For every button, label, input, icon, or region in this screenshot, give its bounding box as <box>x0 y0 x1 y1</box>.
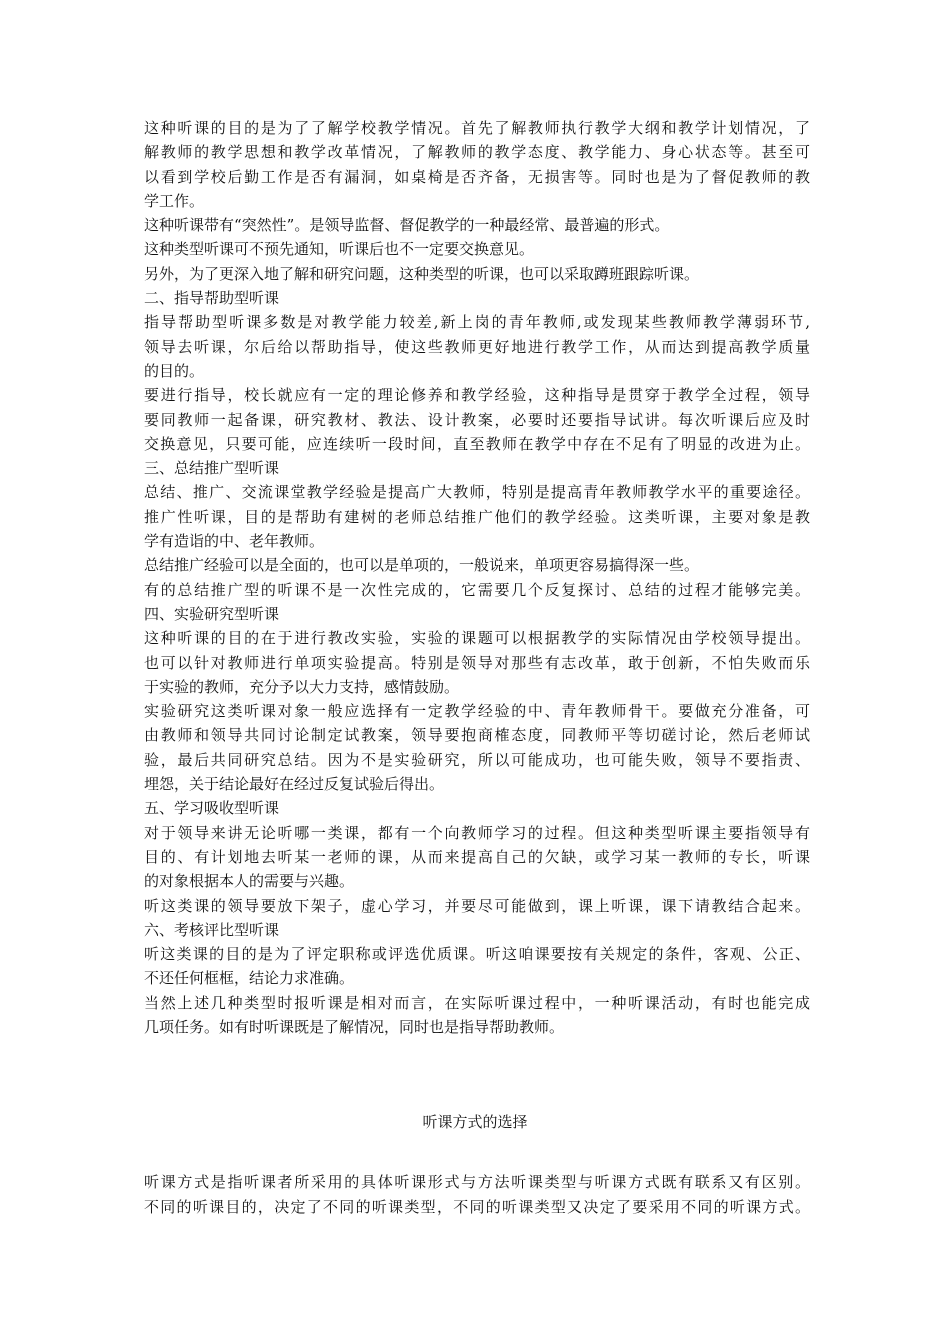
text-line: 这种听课的目的是为了了解学校教学情况。首先了解教师执行教学大纲和教学计划情况，了 <box>144 119 810 137</box>
text-line: 听这类课的领导要放下架子，虚心学习，并要尽可能做到，课上听课，课下请教结合起来。 <box>144 896 810 915</box>
text-line: 另外，为了更深入地了解和研究问题，这种类型的听课，也可以采取蹲班跟踪听课。 <box>144 264 700 283</box>
text-line: 以看到学校后勤工作是否有漏洞，如桌椅是否齐备，无损害等。同时也是为了督促教师的教 <box>144 167 810 186</box>
text-line: 总结推广经验可以是全面的，也可以是单项的，一般说来，单项更容易搞得深一些。 <box>144 556 700 575</box>
text-line: 这种类型听课可不预先通知，听课后也不一定要交换意见。 <box>144 240 535 259</box>
text-line: 这种听课的目的在于进行教改实验，实验的课题可以根据教学的实际情况由学校领导提出。 <box>144 629 810 648</box>
text-line: 学工作。 <box>144 191 205 210</box>
text-line: 六、考核评比型听课 <box>144 920 280 939</box>
text-line: 有的总结推广型的听课不是一次性完成的，它需要几个反复探讨、总结的过程才能够完美。 <box>144 580 810 599</box>
text-line: 听这类课的目的是为了评定职称或评选优质课。听这咱课要按有关规定的条件，客观、公正、 <box>144 945 810 964</box>
text-line: 四、实验研究型听课 <box>144 604 280 623</box>
text-line: 对于领导来讲无论听哪一类课，都有一个向教师学习的过程。但这种类型听课主要指领导有 <box>144 823 810 842</box>
document-body <box>144 116 810 1039</box>
text-line: 学有造诣的中、老年教师。 <box>144 532 325 551</box>
text-line: 领导去听课，尔后给以帮助指导，使这些教师更好地进行教学工作，从而达到提高教学质量 <box>144 337 810 356</box>
text-line: 也可以针对教师进行单项实验提高。特别是领导对那些有志改革，敢于创新，不怕失败而乐 <box>144 653 810 672</box>
text-line: 指导帮助型听课多数是对教学能力较差,新上岗的青年教师,或发现某些教师教学薄弱环节, <box>144 313 810 332</box>
text-line: 目的、有计划地去听某一老师的课，从而来提高自己的欠缺，或学习某一教师的专长，听课 <box>144 847 810 866</box>
text-line: 五、学习吸收型听课 <box>144 799 280 818</box>
text-line: 的对象根据本人的需要与兴趣。 <box>144 872 355 891</box>
section-title: 听课方式的选择 <box>422 1113 528 1131</box>
text-line: 三、总结推广型听课 <box>144 459 280 478</box>
text-line: 验，最后共同研究总结。因为不是实验研究，所以可能成功，也可能失败，领导不要指责、 <box>144 750 810 769</box>
text-line: 要同教师一起备课，研究教材、教法、设计教案，必要时还要指导试讲。每次听课后应及时 <box>144 410 810 429</box>
document-tail-body <box>144 1170 810 1219</box>
text-line: 于实验的教师，充分予以大力支持，感情鼓励。 <box>144 677 460 696</box>
text-line: 推广性听课，目的是帮助有建树的老师总结推广他们的教学经验。这类听课，主要对象是教 <box>144 507 810 526</box>
text-line: 这种听课带有“突然性”。是领导监督、督促教学的一种最经常、最普遍的形式。 <box>144 216 670 235</box>
text-line: 总结、推广、交流课堂教学经验是提高广大教师，特别是提高青年教师教学水平的重要途径。 <box>144 483 810 502</box>
text-line: 实验研究这类听课对象一般应选择有一定教学经验的中、青年教师骨干。要做充分准备，可 <box>144 702 810 721</box>
text-line: 要进行指导，校长就应有一定的理论修养和教学经验，这种指导是贯穿于教学全过程，领导 <box>144 386 810 405</box>
text-line: 听课方式是指听课者所采用的具体听课形式与方法听课类型与听课方式既有联系又有区别。 <box>144 1173 810 1191</box>
text-line: 不同的听课目的，决定了不同的听课类型，不同的听课类型又决定了要采用不同的听课方式。 <box>144 1197 810 1216</box>
text-line: 交换意见，只要可能，应连续听一段时间，直至教师在教学中存在不足有了明显的改进为止。 <box>144 434 810 453</box>
text-line: 不还任何框框，结论力求准确。 <box>144 969 355 988</box>
text-line: 当然上述几种类型时报听课是相对而言，在实际听课过程中，一种听课活动，有时也能完成 <box>144 993 810 1012</box>
text-line: 几项任务。如有时听课既是了解情况，同时也是指导帮助教师。 <box>144 1017 565 1036</box>
text-line: 由教师和领导共同讨论制定试教案，领导要抱商榷态度，同教师平等切磋讨论，然后老师试 <box>144 726 810 745</box>
text-line: 的目的。 <box>144 361 205 380</box>
text-line: 解教师的教学思想和教学改革情况，了解教师的教学态度、教学能力、身心状态等。甚至可 <box>144 143 810 162</box>
text-line: 埋怨，关于结论最好在经过反复试验后得出。 <box>144 775 445 794</box>
text-line: 二、指导帮助型听课 <box>144 289 280 308</box>
